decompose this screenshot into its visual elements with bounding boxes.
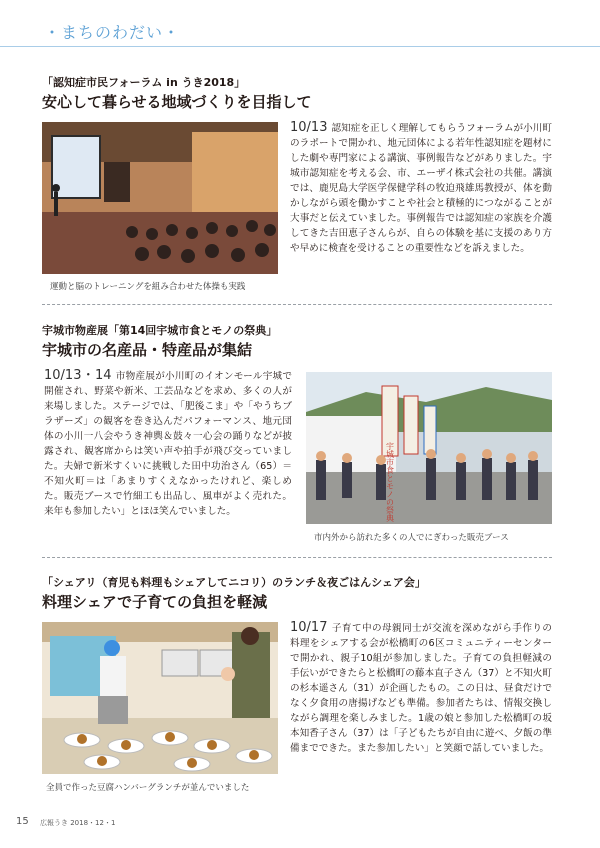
section-rule (0, 46, 600, 47)
article-meal-share (42, 576, 552, 612)
article-body (290, 120, 552, 256)
article-product-fair (42, 324, 552, 360)
article-kicker: 「認知症市民フォーラム in うき2018」 (42, 76, 246, 89)
publication-info: 広報うき 2018・12・1 (40, 819, 116, 827)
forum-photo (42, 122, 278, 274)
article-headline: 宇城市の名産品・特産品が集結 (42, 341, 253, 359)
article-divider (42, 304, 552, 305)
article-kicker: 「シェアリ（育児も料理もシェアしてニコリ）のランチ＆夜ごはんシェア会」 (42, 576, 426, 589)
photo-caption: 運動と脳のトレーニングを組み合わせた体操も実践 (50, 282, 246, 292)
article-headline: 安心して暮らせる地域づくりを目指して (42, 93, 312, 111)
fair-photo (306, 372, 552, 524)
article-body-text: 市物産展が小川町のイオンモール宇城で開催され、野菜や新米、工芸品などを求め、多くの人が来場しました。ステージでは、「肥後こま」や「やうちブラザーズ」の観客を巻き込んだパフォーマンス、地元団体の小川一八会やうき神輿＆鼓々一心会の踊りなどが披露され、観客席からは笑い声や拍手が飛び交っていました。夫婦で新米すくいに挑戦した田中功治さん（65）＝不知火町＝は「あまりすくえなかったけれど、楽しめた。販売ブースで竹細工も出品し、風車がよく売れた。来年も参加したい」とほほ笑んでいました。 (44, 371, 292, 517)
photo-caption: 全員で作った豆腐ハンバーグランチが並んでいました (46, 783, 250, 793)
article-divider (42, 557, 552, 558)
section-title: ・まちのわだい・ (44, 23, 181, 42)
article-date: 10/17 (290, 620, 328, 635)
article-kicker: 宇城市物産展「第14回宇城市食とモノの祭典」 (42, 324, 278, 337)
photo-caption: 市内外から訪れた多くの人でにぎわった販売ブース (314, 533, 509, 543)
meal-share-photo (42, 622, 278, 774)
article-headline: 料理シェアで子育ての負担を軽減 (42, 593, 268, 611)
article-body (44, 368, 292, 519)
page-number: 15 (16, 816, 29, 827)
article-date: 10/13・14 (44, 368, 112, 383)
article-body (290, 620, 552, 756)
article-body-text: 認知症を正しく理解してもらうフォーラムが小川町のラポートで開かれ、地元団体による若年性認知症を題材にした劇や専門家による講演、事例報告などがありました。宇城市認知症を考える会、市、エーザイ株式会社の共催。講演では、鹿児島大学医学保健学科の牧迫飛雄馬教授が、体を動かしながら頭を働かすことや社会と積極的につながることが大事だと伝えていました。事例報告では認知症の家族を介護してきた吉田恵子さんらが、自らの体験を基に支援のあり方や早めに検査を受けることの重要性などを訴えました。 (290, 123, 552, 254)
article-dementia-forum (42, 76, 552, 112)
banner-text: 宇城市食とモノの祭典 (385, 442, 395, 522)
article-date: 10/13 (290, 120, 328, 135)
article-body-text: 子育て中の母親同士が交流を深めながら手作りの料理をシェアする会が松橋町の6区コミュニティーセンターで開かれ、親子10組が参加しました。子育ての負担軽減の手伝いができたらと松橋町の藤本直子さん（37）と不知火町の杉本遥さん（31）が企画したもの。この日は、昼食だけでなく夕食用の唐揚げなども準備。参加者たちは、情報交換しながら調理を楽しみました。1歳の娘と参加した松橋町の坂本知香子さん（37）は「子どもたちが自由に遊べ、夕飯の準備までできた。また参加したい」と笑顔で話していました。 (290, 623, 552, 754)
